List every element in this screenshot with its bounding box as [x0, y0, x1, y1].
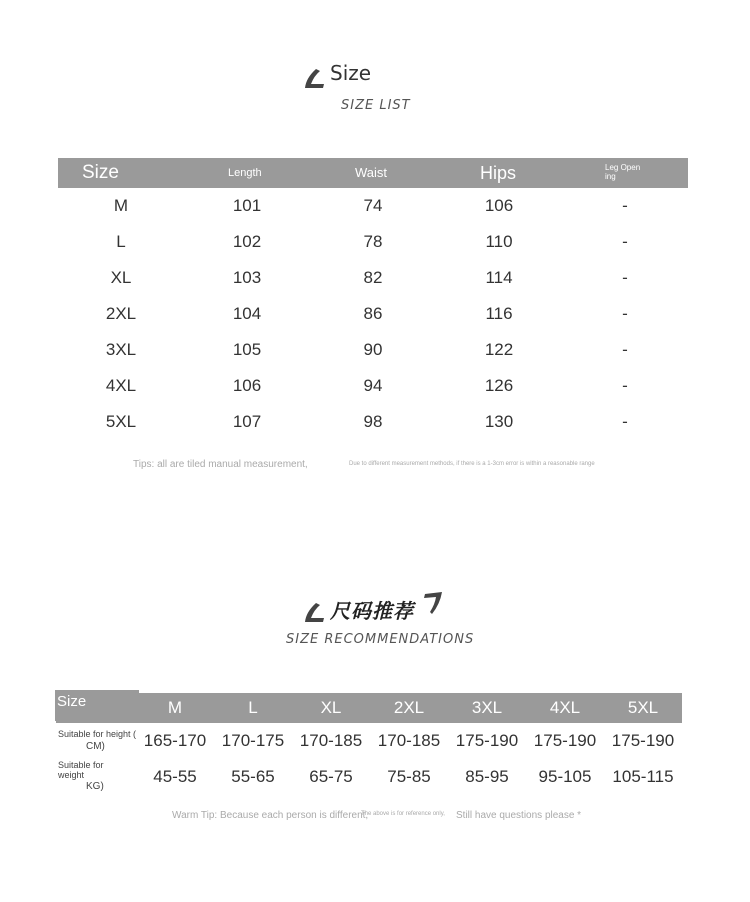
height-value: 175-190	[533, 731, 597, 750]
cell-waist: 94	[363, 376, 383, 395]
bracket-hook-right-icon	[422, 590, 446, 616]
header-size-2xl: 2XL	[393, 698, 425, 717]
row-label-line: Suitable for height (	[58, 729, 137, 739]
cell-length: 103	[232, 268, 262, 287]
header-size: Size	[82, 162, 119, 183]
cell-waist: 98	[363, 412, 383, 431]
cell-hips: 130	[484, 412, 514, 431]
header-size-xl: XL	[320, 698, 342, 717]
weight-value: 105-115	[612, 767, 674, 786]
weight-value: 95-105	[538, 767, 592, 786]
cell-waist: 74	[363, 196, 383, 215]
table-row	[58, 260, 688, 296]
header-size-5xl: 5XL	[627, 698, 659, 717]
height-value: 170-175	[221, 731, 285, 750]
bracket-hook-icon	[302, 600, 328, 626]
cell-length: 105	[232, 340, 262, 359]
weight-value: 85-95	[465, 767, 509, 786]
height-value: 170-185	[299, 731, 363, 750]
weight-value: 55-65	[231, 767, 275, 786]
measurement-tip-detail: Due to different measurement methods, if there is a 1-3cm error is within a reasonable range	[349, 461, 595, 467]
cell-size: XL	[110, 268, 132, 287]
cell-leg-opening: -	[622, 268, 628, 287]
cell-size: L	[116, 232, 126, 251]
cell-leg-opening: -	[622, 196, 628, 215]
cell-waist: 82	[363, 268, 383, 287]
measurement-tip: Tips: all are tiled manual measurement,	[133, 459, 308, 470]
recommendation-table-header	[56, 693, 682, 723]
cell-length: 101	[232, 196, 262, 215]
size-recommendation-title: 尺码推荐	[330, 599, 414, 623]
cell-hips: 110	[485, 232, 513, 251]
header-hips: Hips	[480, 163, 517, 183]
table-row	[58, 224, 688, 260]
header-size-label: Size	[57, 693, 87, 710]
cell-size: 2XL	[105, 304, 137, 323]
cell-size: 5XL	[105, 412, 137, 431]
cell-waist: 86	[363, 304, 383, 323]
size-recommendations-subtitle: SIZE RECOMMENDATIONS	[286, 632, 475, 647]
cell-hips: 126	[484, 376, 514, 395]
row-label-weight	[58, 760, 138, 792]
cell-leg-opening: -	[622, 376, 628, 395]
bracket-hook-icon	[302, 66, 328, 92]
row-label-line: KG)	[86, 781, 104, 792]
cell-hips: 122	[484, 340, 514, 359]
header-size-l: L	[248, 698, 258, 717]
height-value: 175-190	[455, 731, 519, 750]
row-label-height	[58, 729, 138, 752]
cell-hips: 106	[484, 196, 514, 215]
table-row	[58, 296, 688, 332]
cell-length: 106	[232, 376, 262, 395]
warm-tip-questions: Still have questions please *	[456, 810, 582, 821]
header-waist: Waist	[355, 165, 388, 180]
cell-waist: 78	[363, 232, 383, 251]
header-size-4xl: 4XL	[549, 698, 581, 717]
cell-length: 107	[232, 412, 262, 431]
cell-size: 3XL	[105, 340, 137, 359]
table-row	[58, 368, 688, 404]
header-size-m: M	[167, 698, 183, 717]
recommendation-header-corner	[55, 690, 139, 721]
cell-leg-opening: -	[622, 304, 628, 323]
cell-hips: 116	[485, 304, 513, 323]
table-row	[58, 188, 688, 224]
cell-size: 4XL	[105, 376, 137, 395]
height-value: 165-170	[143, 731, 207, 750]
cell-leg-opening: -	[622, 412, 628, 431]
table-row	[58, 404, 688, 440]
height-value: 175-190	[611, 731, 675, 750]
cell-hips: 114	[485, 268, 513, 287]
height-value: 170-185	[377, 731, 441, 750]
header-leg-opening: Leg Open ing	[605, 163, 641, 181]
weight-value: 45-55	[153, 767, 197, 786]
cell-waist: 90	[363, 340, 383, 359]
cell-leg-opening: -	[622, 340, 628, 359]
size-table-header	[58, 158, 688, 188]
weight-value: 65-75	[309, 767, 353, 786]
cell-length: 104	[232, 304, 262, 323]
size-list-subtitle: SIZE LIST	[341, 98, 411, 113]
header-size-3xl: 3XL	[471, 698, 503, 717]
cell-length: 102	[232, 232, 262, 251]
cell-leg-opening: -	[622, 232, 628, 251]
size-section-title: Size	[330, 61, 372, 85]
table-row	[58, 332, 688, 368]
row-label-line: Suitable for weight	[58, 760, 104, 780]
warm-tip-reference: The above is for reference only,	[361, 811, 445, 817]
cell-size: M	[113, 196, 129, 215]
header-length: Length	[228, 167, 262, 179]
weight-value: 75-85	[387, 767, 431, 786]
row-label-line: CM)	[86, 741, 105, 752]
warm-tip: Warm Tip: Because each person is different,	[172, 810, 369, 821]
